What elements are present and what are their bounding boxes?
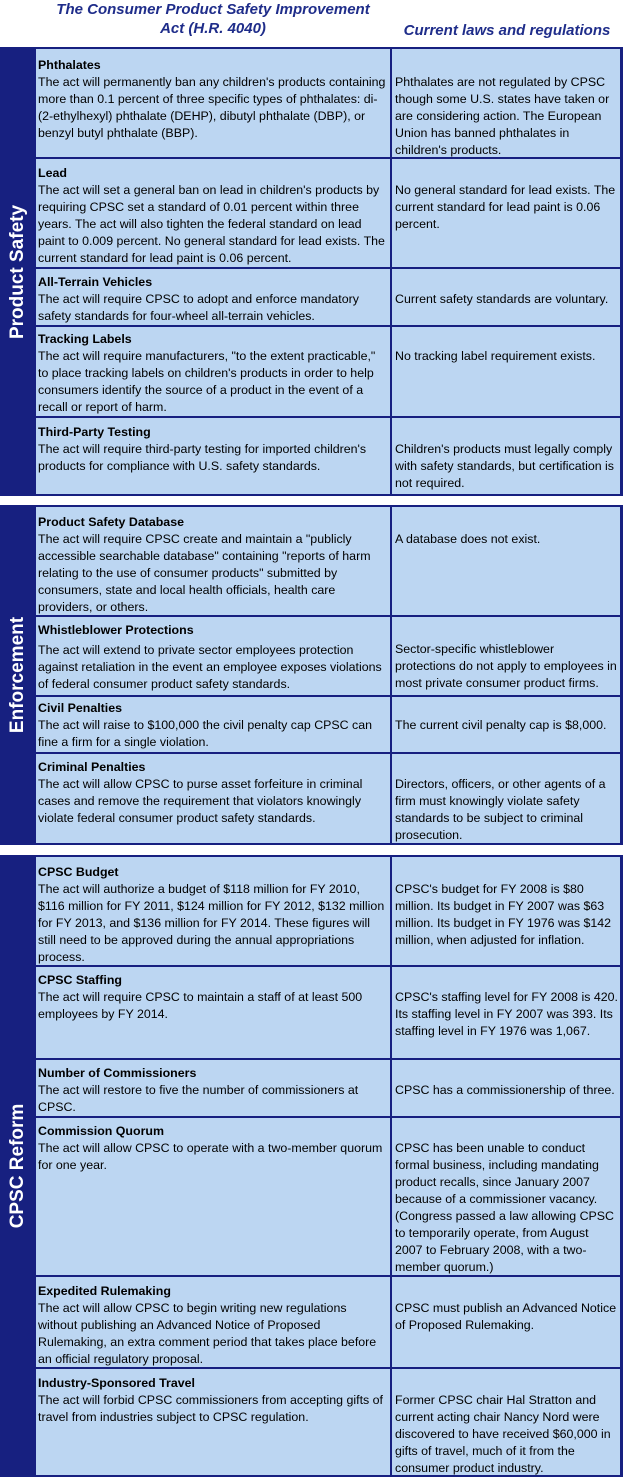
act-cell xyxy=(36,617,388,695)
current-cell xyxy=(390,754,620,843)
table-row xyxy=(36,49,620,157)
table-row xyxy=(36,754,620,843)
header-current-laws: Current laws and regulations xyxy=(403,22,611,39)
current-text: Current safety standards are voluntary. xyxy=(395,292,609,306)
row-title: Civil Penalties xyxy=(38,701,123,715)
table-row xyxy=(36,857,620,965)
current-text: No tracking label requirement exists. xyxy=(395,349,596,363)
table-row xyxy=(36,418,620,494)
table-row xyxy=(36,967,620,1058)
act-text: The act will forbid CPSC commissioners from accepting gifts of travel from industries subject to CPSC regulation. xyxy=(38,1393,383,1424)
current-text: CPSC's staffing level for FY 2008 is 420. Its staffing level in FY 2007 was 393. Its staffing level in FY 1976 was 1,067. xyxy=(395,990,618,1038)
header-act-title-line1: The Consumer Product Safety Improvement xyxy=(56,1,370,18)
current-cell xyxy=(390,1369,620,1475)
act-text: The act will require manufacturers, "to the extent practicable," to place tracking labels on children's products in order to help consumers identify the source of a product in the event of a recall or report of harm. xyxy=(38,349,376,414)
current-cell xyxy=(390,507,620,615)
row-title: Commission Quorum xyxy=(38,1124,164,1138)
row-title: Phthalates xyxy=(38,58,101,72)
row-title: Industry-Sponsored Travel xyxy=(38,1376,195,1390)
current-cell xyxy=(390,418,620,494)
act-text: The act will authorize a budget of $118 million for FY 2010, $116 million for FY 2011, $124 million for FY 2012, $132 million for FY 2013, and $136 million for FY 2014. These figures will still need to be approved during the annual appropriations process. xyxy=(38,882,385,964)
table-row xyxy=(36,1118,620,1275)
act-text: The act will extend to private sector employees protection against retaliation in the event an employee exposes violations of federal consumer product safety standards. xyxy=(38,643,382,691)
current-text: Sector-specific whistleblower protections do not apply to employees in most private consumer product firms. xyxy=(395,642,617,690)
act-text: The act will allow CPSC to purse asset forfeiture in criminal cases and remove the requirement that violators knowingly violate federal consumer product safety standards. xyxy=(38,777,363,825)
current-text: Former CPSC chair Hal Stratton and current acting chair Nancy Nord were discovered to have received $60,000 in gifts of travel, much of it from the consumer product industry. xyxy=(395,1393,611,1475)
act-text: The act will set a general ban on lead in children's products by requiring CPSC set a standard of 0.01 percent within three years. The act will also tighten the federal standard on lead paint to 0.009 percent. No general standard for lead exists. The current standard for lead paint is 0.06 percent. xyxy=(38,183,385,265)
act-cell xyxy=(36,269,388,325)
current-text: Phthalates are not regulated by CPSC though some U.S. states have taken or are considering action. The European Union has banned phthalates in children's products. xyxy=(395,75,610,157)
act-text: The act will allow CPSC to operate with a two-member quorum for one year. xyxy=(38,1141,383,1172)
act-text: The act will raise to $100,000 the civil penalty cap CPSC can fine a firm for a single violation. xyxy=(38,718,373,749)
act-text: The act will require CPSC create and maintain a "publicly accessible searchable database" containing "reports of harm relating to the use of consumer products" submitted by consumers, state and local health officials, health care providers, or others. xyxy=(38,532,371,614)
row-title: Lead xyxy=(38,166,67,180)
table-row xyxy=(36,1369,620,1475)
row-title: All-Terrain Vehicles xyxy=(38,275,153,289)
table-row xyxy=(36,159,620,267)
act-cell xyxy=(36,857,388,965)
act-text: The act will allow CPSC to begin writing new regulations without publishing an Advanced Notice of Proposed Rulemaking, an extra comment period that takes place before an official regulatory proposal. xyxy=(38,1301,377,1366)
act-text: The act will require third-party testing for imported children's products for compliance with U.S. safety standards. xyxy=(38,442,367,473)
act-cell xyxy=(36,49,388,157)
current-cell xyxy=(390,269,620,325)
current-cell xyxy=(390,159,620,267)
act-cell xyxy=(36,327,388,416)
section-enforcement xyxy=(0,505,623,845)
row-title: Criminal Penalties xyxy=(38,760,146,774)
act-cell xyxy=(36,1369,388,1475)
act-cell xyxy=(36,418,388,494)
header-act-title xyxy=(36,0,390,46)
act-cell xyxy=(36,754,388,843)
act-cell xyxy=(36,1118,388,1275)
section-label-text: Enforcement xyxy=(7,616,28,734)
section-label xyxy=(0,855,36,1477)
act-cell xyxy=(36,159,388,267)
current-cell xyxy=(390,1277,620,1367)
row-title: Number of Commissioners xyxy=(38,1066,197,1080)
act-text: The act will permanently ban any children's products containing more than 0.1 percent of three specific types of phthalates: di-(2-ethylhexyl) phthalate (DEHP), dibutyl phthalate (DBP), or benzyl butyl phthalate (BBP). xyxy=(38,75,386,140)
current-text: CPSC has been unable to conduct formal business, including mandating product recalls, since January 2007 because of a commissioner vacancy. (Congress passed a law allowing CPSC to temporarily operate, from August 2007 to February 2008, with a two-member quorum.) xyxy=(395,1141,615,1274)
current-text: CPSC has a commissionership of three. xyxy=(395,1083,615,1097)
row-title: Third-Party Testing xyxy=(38,425,151,439)
table-row xyxy=(36,507,620,615)
row-title: CPSC Budget xyxy=(38,865,119,879)
current-cell xyxy=(390,617,620,695)
section-label xyxy=(0,505,36,845)
current-cell xyxy=(390,49,620,157)
row-title: Tracking Labels xyxy=(38,332,132,346)
current-cell xyxy=(390,327,620,416)
section-product-safety xyxy=(0,47,623,496)
row-title: Expedited Rulemaking xyxy=(38,1284,171,1298)
act-text: The act will require CPSC to adopt and enforce mandatory safety standards for four-wheel all-terrain vehicles. xyxy=(38,292,359,323)
section-cpsc-reform xyxy=(0,855,623,1477)
table-row xyxy=(36,327,620,416)
current-cell xyxy=(390,967,620,1058)
table-row xyxy=(36,269,620,325)
header-act-title-line2: Act (H.R. 4040) xyxy=(160,20,266,37)
row-title: Whistleblower Protections xyxy=(38,623,194,637)
act-cell xyxy=(36,507,388,615)
section-label xyxy=(0,47,36,496)
section-label-text: CPSC Reform xyxy=(7,1103,28,1229)
act-cell xyxy=(36,697,388,752)
act-cell xyxy=(36,967,388,1058)
current-text: No general standard for lead exists. The current standard for lead paint is 0.06 percent. xyxy=(395,183,616,231)
current-cell xyxy=(390,857,620,965)
current-text: CPSC's budget for FY 2008 is $80 million. Its budget in FY 2007 was $63 million. Its budget in FY 1976 was $142 million, when adjusted for inflation. xyxy=(395,882,612,947)
current-text: Directors, officers, or other agents of a firm must knowingly violate safety standards to be subject to criminal prosecution. xyxy=(395,777,606,842)
table-row xyxy=(36,617,620,695)
row-title: Product Safety Database xyxy=(38,515,184,529)
current-text: The current civil penalty cap is $8,000. xyxy=(395,718,607,732)
current-cell xyxy=(390,697,620,752)
section-label-text: Product Safety xyxy=(7,204,28,339)
current-text: CPSC must publish an Advanced Notice of Proposed Rulemaking. xyxy=(395,1301,617,1332)
current-text: A database does not exist. xyxy=(395,532,541,546)
table-row xyxy=(36,1277,620,1367)
row-title: CPSC Staffing xyxy=(38,973,122,987)
act-text: The act will require CPSC to maintain a staff of at least 500 employees by FY 2014. xyxy=(38,990,363,1021)
act-cell xyxy=(36,1277,388,1367)
act-text: The act will restore to five the number of commissioners at CPSC. xyxy=(38,1083,359,1114)
table-row xyxy=(36,697,620,752)
current-cell xyxy=(390,1118,620,1275)
current-cell xyxy=(390,1060,620,1116)
current-text: Children's products must legally comply with safety standards, but certification is not required. xyxy=(395,442,615,490)
act-cell xyxy=(36,1060,388,1116)
table-row xyxy=(36,1060,620,1116)
